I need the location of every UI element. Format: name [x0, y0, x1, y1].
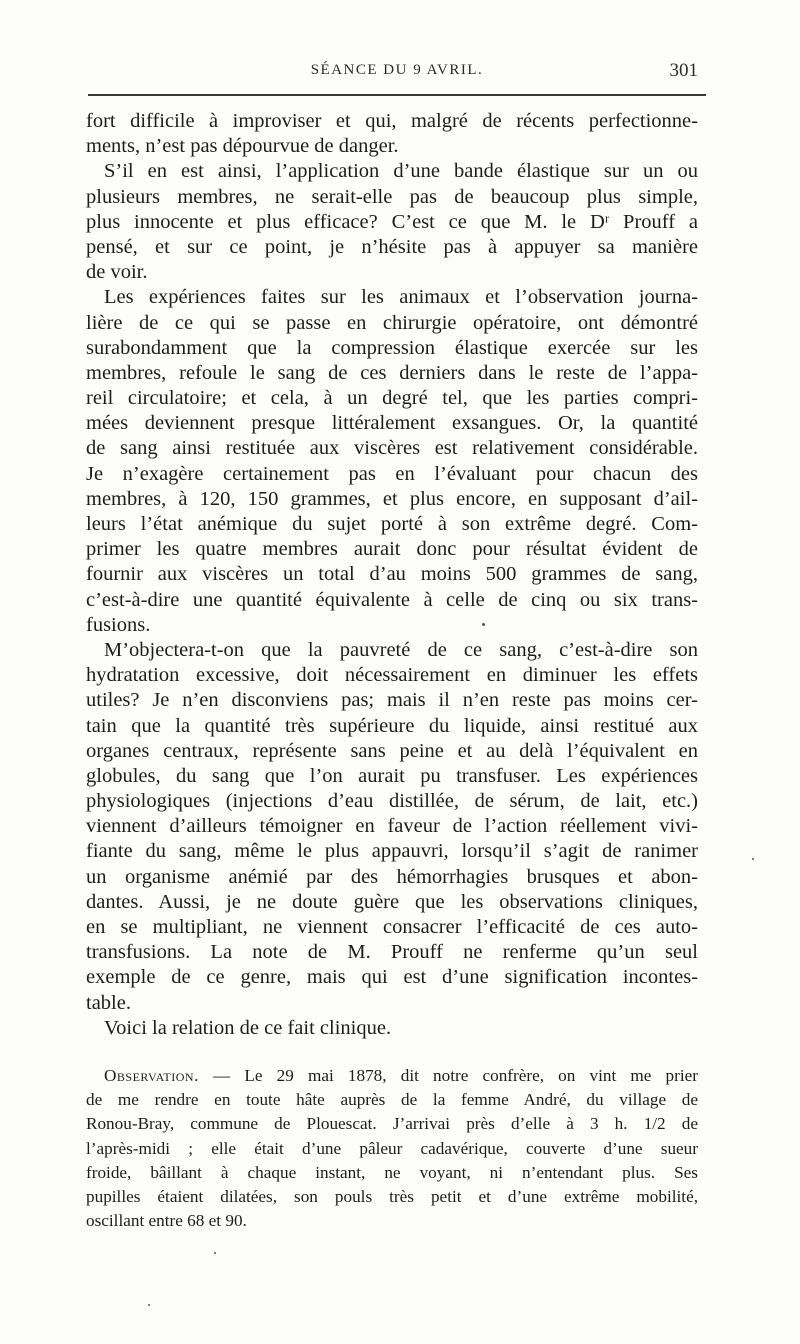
observation-label: Observation. [104, 1066, 199, 1085]
text-line: dantes. Aussi, je ne doute guère que les observations cliniques, [86, 890, 698, 913]
observation-line: de me rendre en toute hâte auprès de la femme André, du village de [86, 1090, 698, 1110]
text-line: primer les quatre membres aurait donc pour résultat évident de [86, 538, 698, 561]
text-line: fournir aux viscères un total d’au moins 500 grammes de sang, [86, 563, 698, 586]
observation-line: oscillant entre 68 et 90. [86, 1211, 247, 1231]
ink-speck [482, 623, 485, 626]
observation-first-line: — Le 29 mai 1878, dit notre confrère, on vint me prier [198, 1066, 698, 1085]
text-line: Voici la relation de ce fait clinique. [104, 1016, 392, 1039]
text-line: plus innocente et plus efficace? C’est ce que M. le Dʳ Prouff a [86, 210, 698, 233]
text-line: tain que la quantité très supérieure du liquide, ainsi restitué aux [86, 714, 698, 737]
ink-speck [148, 1304, 150, 1306]
text-line: membres, refoule le sang de ces derniers dans le reste de l’appa- [86, 361, 698, 384]
text-line: mées deviennent presque littéralement exsangues. Or, la quantité [86, 412, 698, 435]
observation-line: pupilles étaient dilatées, son pouls très petit et d’une extrême mobilité, [86, 1186, 698, 1206]
ink-speck [752, 858, 754, 860]
text-line: exemple de ce genre, mais qui est d’une signification incontes- [86, 966, 698, 989]
text-line: reil circulatoire; et cela, à un degré tel, que les parties compri- [86, 387, 698, 410]
text-line: de sang ainsi restituée aux viscères est relativement considérable. [86, 437, 698, 460]
main-text [86, 109, 698, 1041]
text-line: Les expériences faites sur les animaux et l’observation journa- [104, 286, 698, 309]
header-rule [88, 94, 706, 96]
page-header [88, 60, 706, 90]
text-line: fusions. [86, 613, 151, 636]
text-line: Je n’exagère certainement pas en l’évaluant pour chacun des [86, 462, 698, 485]
text-line: un organisme anémié par des hémorrhagies brusques et abon- [86, 865, 698, 888]
text-line: table. [86, 991, 131, 1014]
text-line: de voir. [86, 261, 148, 284]
observation-line: froide, bâillant à chaque instant, ne voyant, ni n’entendant plus. Ses [86, 1162, 698, 1182]
text-line: viennent d’ailleurs témoigner en faveur de l’action réellement vivi- [86, 815, 698, 838]
text-line: plusieurs membres, ne serait-elle pas de beaucoup plus simple, [86, 185, 698, 208]
text-line: ments, n’est pas dépourvue de danger. [86, 135, 399, 158]
text-line: S’il en est ainsi, l’application d’une bande élastique sur un ou [104, 160, 698, 183]
text-line: fiante du sang, même le plus appauvri, lorsqu’il s’agit de ranimer [86, 840, 698, 863]
ink-speck [214, 1252, 216, 1254]
observation-paragraph [86, 1064, 698, 1233]
text-line: lière de ce qui se passe en chirurgie opératoire, ont démontré [86, 311, 698, 334]
observation-line [86, 1064, 698, 1088]
text-line: transfusions. La note de M. Prouff ne renferme qu’un seul [86, 941, 698, 964]
text-line: M’objectera-t-on que la pauvreté de ce sang, c’est-à-dire son [104, 638, 698, 661]
text-line: pensé, et sur ce point, je n’hésite pas à appuyer sa manière [86, 235, 698, 258]
text-line: leurs l’état anémique du sujet porté à son extrême degré. Com- [86, 513, 698, 535]
text-line: utiles? Je n’en disconviens pas; mais il n’en reste pas moins cer- [86, 689, 698, 712]
page-number: 301 [669, 60, 698, 81]
text-line: organes centraux, représente sans peine et au delà l’équivalent en [86, 739, 698, 762]
text-line: globules, du sang que l’on aurait pu transfuser. Les expériences [86, 764, 698, 787]
text-line: surabondamment que la compression élastique exercée sur les [86, 336, 698, 359]
observation-line: Ronou-Bray, commune de Plouescat. J’arrivai près d’elle à 3 h. 1/2 de [86, 1114, 698, 1134]
text-line: en se multipliant, ne viennent consacrer l’efficacité de ces auto- [86, 916, 698, 938]
text-line: membres, à 120, 150 grammes, et plus encore, en supposant d’ail- [86, 487, 698, 510]
observation-line: l’après-midi ; elle était d’une pâleur cadavérique, couverte d’une sueur [86, 1138, 698, 1158]
text-line: hydratation excessive, doit nécessairement en diminuer les effets [86, 664, 698, 687]
text-line: fort difficile à improviser et qui, malgré de récents perfectionne- [86, 110, 698, 132]
text-line: physiologiques (injections d’eau distillée, de sérum, de lait, etc.) [86, 790, 698, 813]
observation-lines [86, 1088, 698, 1233]
text-line: c’est-à-dire une quantité équivalente à celle de cinq ou six trans- [86, 588, 698, 611]
running-title: SÉANCE DU 9 AVRIL. [310, 62, 484, 78]
